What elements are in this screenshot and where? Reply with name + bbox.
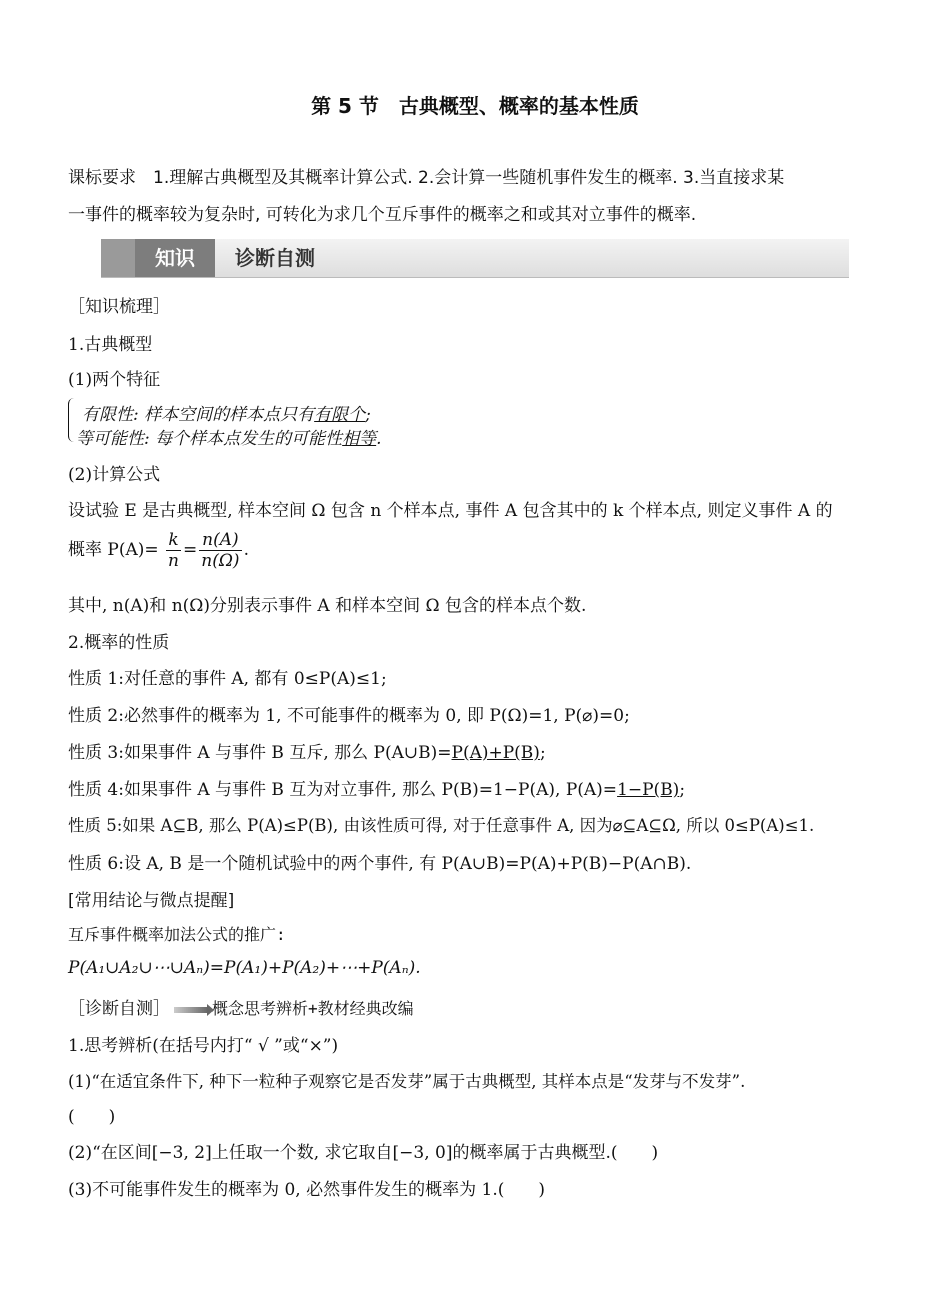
property-3 (68, 738, 546, 763)
feature-finite-answer: 有限个 (314, 405, 366, 425)
diagnosis-subtitle: 概念思考辨析+教材经典改编 (212, 999, 414, 1018)
diagnosis-heading: ［诊断自测］ (68, 999, 170, 1019)
feature-finite-suffix: ; (365, 405, 371, 425)
feature-equal-text: 等可能性: 每个样本点发生的可能性 (76, 429, 343, 449)
fraction-nA-over-nOmega (199, 530, 241, 571)
property-4-text: 性质 4:如果事件 A 与事件 B 互为对立事件, 那么 P(B)=1−P(A), P(A)= (68, 780, 618, 800)
fraction-k: k (166, 530, 181, 551)
property-6: 性质 6:设 A, B 是一个随机试验中的两个事件, 有 P(A∪B)=P(A)+P(B)−P(A∩B). (68, 854, 692, 874)
formula-prefix: 概率 P(A)= (68, 540, 159, 560)
definition-note: 其中, n(A)和 n(Ω)分别表示事件 A 和样本空间 Ω 包含的样本点个数. (68, 596, 587, 616)
banner-tag: 知识 (135, 239, 215, 277)
question-1: 1.思考辨析(在括号内打“ √ ”或“×”) (68, 1036, 339, 1056)
fraction-n: n (168, 551, 179, 571)
question-1-1-blank: ( ) (68, 1107, 116, 1127)
property-3-suffix: ; (539, 743, 546, 763)
subsection-features: (1)两个特征 (68, 370, 161, 390)
feature-equal-suffix: . (376, 429, 382, 449)
feature-equal-answer: 相等 (342, 429, 377, 449)
feature-equal (76, 424, 382, 449)
fraction-k-over-n (166, 530, 181, 571)
arrow-right-icon (174, 1007, 208, 1013)
conclusion-formula: P(A₁∪A₂∪⋯∪Aₙ)=P(A₁)+P(A₂)+⋯+P(Aₙ). (68, 958, 421, 978)
banner-text: 诊断自测 (235, 246, 315, 270)
property-4-suffix: ; (679, 780, 686, 800)
section-classical-model: 1.古典概型 (68, 335, 153, 355)
question-1-2: (2)“在区间[−3, 2]上任取一个数, 求它取自[−3, 0]的概率属于古典概型.( ) (68, 1143, 659, 1163)
definition-line1: 设试验 E 是古典概型, 样本空间 Ω 包含 n 个样本点, 事件 A 包含其中的 k 个样本点, 则定义事件 A 的 (68, 501, 833, 521)
property-4-answer: 1−P(B) (617, 780, 680, 800)
requirements-line2: 一事件的概率较为复杂时, 可转化为求几个互斥事件的概率之和或其对立事件的概率. (68, 205, 697, 225)
course-requirements (68, 160, 888, 234)
property-3-text: 性质 3:如果事件 A 与事件 B 互斥, 那么 P(A∪B)= (68, 743, 452, 763)
fraction-nOmega: n(Ω) (201, 551, 240, 571)
banner-accent (101, 239, 135, 277)
knowledge-heading: ［知识梳理］ (68, 297, 170, 317)
requirements-label: 课标要求 (68, 168, 136, 188)
diagnosis-header (68, 994, 414, 1019)
question-1-3: (3)不可能事件发生的概率为 0, 必然事件发生的概率为 1.( ) (68, 1180, 545, 1200)
question-1-1: (1)“在适宜条件下, 种下一粒种子观察它是否发芽”属于古典概型, 其样本点是“发芽与不发芽”. (68, 1072, 746, 1091)
page-title: 第 5 节 古典概型、概率的基本性质 (311, 94, 639, 118)
subsection-formula: (2)计算公式 (68, 465, 161, 485)
definition-formula: 概率 P(A)= $\frac{k}{n}$ = $\frac{n(A)}{n(\Omega)}$ . (68, 530, 249, 571)
features-brace (68, 398, 75, 442)
property-5: 性质 5:如果 A⊆B, 那么 P(A)≤P(B), 由该性质可得, 对于任意事件 A, 因为⌀⊆A⊆Ω, 所以 0≤P(A)≤1. (68, 816, 815, 835)
property-3-answer: P(A)+P(B) (451, 743, 540, 763)
property-1: 性质 1:对任意的事件 A, 都有 0≤P(A)≤1; (68, 669, 387, 689)
section-banner (101, 239, 849, 278)
property-4 (68, 775, 685, 800)
conclusion-heading: [常用结论与微点提醒] (68, 891, 235, 911)
feature-finite (82, 400, 371, 425)
conclusion-text: 互斥事件概率加法公式的推广: (68, 925, 286, 944)
section-properties: 2.概率的性质 (68, 633, 170, 653)
fraction-nA: n(A) (199, 530, 241, 551)
feature-finite-text: 有限性: 样本空间的样本点只有 (82, 405, 315, 425)
requirements-line1: 1.理解古典概型及其概率计算公式. 2.会计算一些随机事件发生的概率. 3.当直接求某 (136, 168, 785, 188)
property-2: 性质 2:必然事件的概率为 1, 不可能事件的概率为 0, 即 P(Ω)=1, P(⌀)=0; (68, 706, 630, 726)
